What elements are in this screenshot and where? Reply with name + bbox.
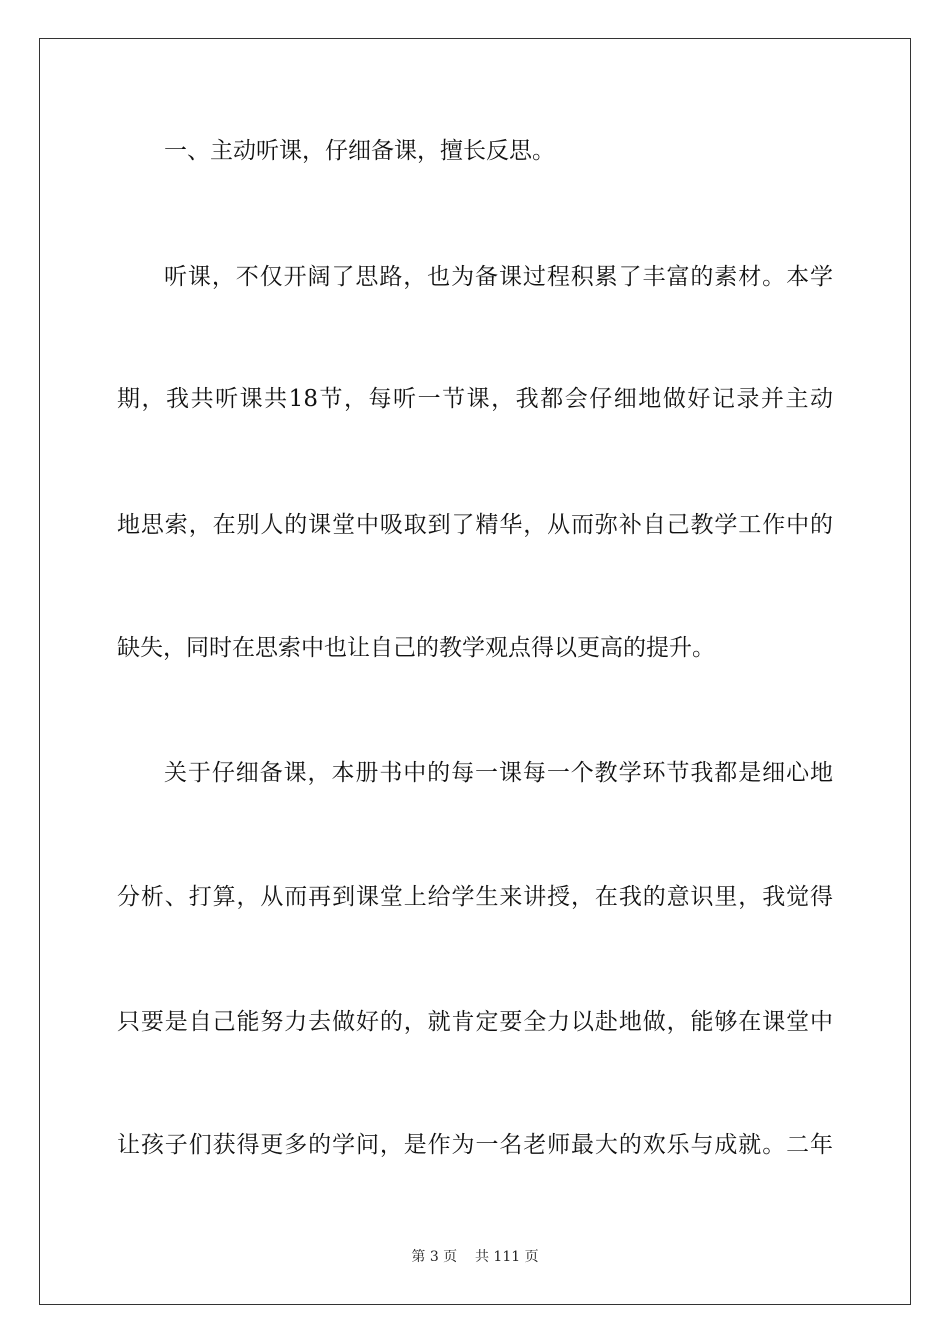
page-number-footer: 第 3 页 共 111 页 bbox=[411, 1249, 539, 1265]
paragraph-line: 缺失，同时在思索中也让自己的教学观点得以更高的提升。 bbox=[117, 635, 715, 661]
page-border bbox=[39, 38, 911, 1305]
paragraph-line: 分析、打算，从而再到课堂上给学生来讲授，在我的意识里，我觉得 bbox=[117, 884, 833, 910]
paragraph-line: 关于仔细备课，本册书中的每一课每一个教学环节我都是细心地 bbox=[164, 760, 833, 786]
paragraph-line: 听课，不仅开阔了思路，也为备课过程积累了丰富的素材。本学 bbox=[164, 264, 833, 290]
paragraph-line: 只要是自己能努力去做好的，就肯定要全力以赴地做，能够在课堂中 bbox=[117, 1009, 833, 1035]
section-heading: 一、主动听课，仔细备课，擅长反思。 bbox=[164, 138, 555, 164]
paragraph-line: 地思索，在别人的课堂中吸取到了精华，从而弥补自己教学工作中的 bbox=[117, 512, 833, 538]
paragraph-line: 期，我共听课共18节，每听一节课，我都会仔细地做好记录并主动 bbox=[117, 386, 833, 412]
paragraph-line: 让孩子们获得更多的学问，是作为一名老师最大的欢乐与成就。二年 bbox=[117, 1132, 833, 1158]
